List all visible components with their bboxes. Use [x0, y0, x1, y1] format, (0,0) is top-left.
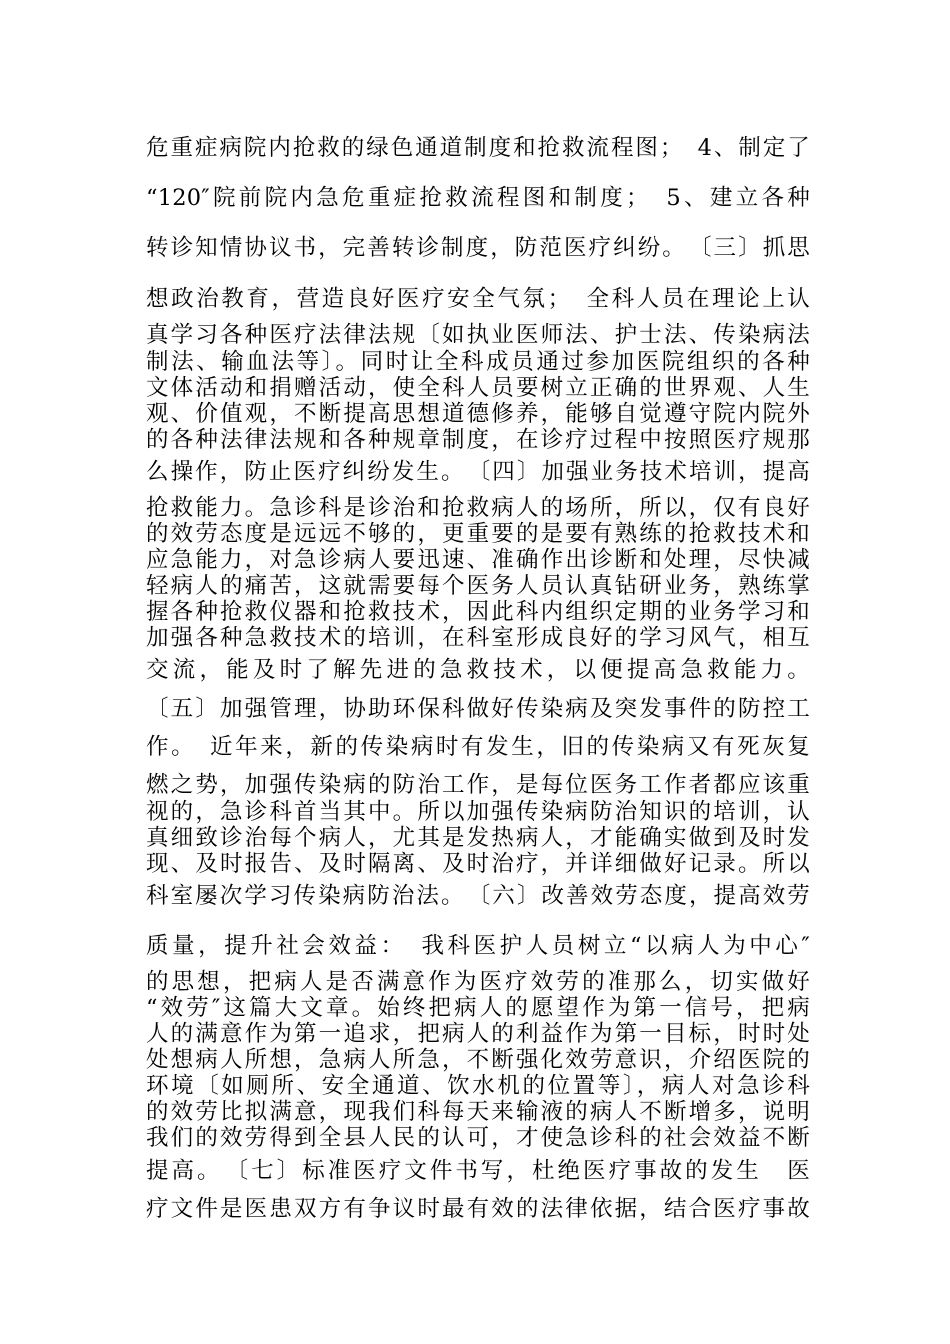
text-line: 想政治教育，营造良好医疗安全气氛； 全科人员在理论上认 — [146, 286, 810, 312]
text-line: 真细致诊治每个病人，尤其是发热病人，才能确实做到及时发 — [146, 825, 810, 851]
text-line: 我们的效劳得到全县人民的认可，才使急诊科的社会效益不断 — [146, 1125, 810, 1151]
text-line: 观、价值观，不断提高思想道德修养，能够自觉遵守院内院外 — [146, 401, 810, 427]
text-line: 交流，能及时了解先进的急救技术，以便提高急救能力。 — [146, 657, 810, 683]
text-line: “120″院前院内急危重症抢救流程图和制度； 5、建立各种 — [146, 185, 810, 211]
text-line: 应急能力，对急诊病人要迅速、准确作出诊断和处理，尽快减 — [146, 547, 810, 573]
text-line: 抢救能力。急诊科是诊治和抢救病人的场所，所以，仅有良好 — [146, 495, 810, 521]
text-line: 的效劳态度是远远不够的，更重要的是要有熟练的抢救技术和 — [146, 521, 810, 547]
text-line: 现、及时报告、及时隔离、及时治疗，并详细做好记录。所以 — [146, 851, 810, 877]
text-line: 危重症病院内抢救的绿色通道制度和抢救流程图； 4、制定了 — [146, 135, 810, 161]
text-line: 转诊知情协议书，完善转诊制度，防范医疗纠纷。 〔三〕抓思 — [146, 235, 810, 261]
text-line: 握各种抢救仪器和抢救技术，因此科内组织定期的业务学习和 — [146, 599, 810, 625]
text-line: 么操作，防止医疗纠纷发生。 〔四〕加强业务技术培训，提高 — [146, 459, 810, 485]
text-line: 〔五〕加强管理，协助环保科做好传染病及突发事件的防控工 — [146, 696, 810, 722]
text-line: 的效劳比拟满意，现我们科每天来输液的病人不断增多，说明 — [146, 1099, 810, 1125]
text-line: 加强各种急救技术的培训，在科室形成良好的学习风气，相互 — [146, 625, 810, 651]
text-line: “效劳″这篇大文章。始终把病人的愿望作为第一信号，把病 — [146, 995, 810, 1021]
text-line: 环境〔如厕所、安全通道、饮水机的位置等〕，病人对急诊科 — [146, 1073, 810, 1099]
text-line: 人的满意作为第一追求，把病人的利益作为第一目标，时时处 — [146, 1021, 810, 1047]
text-line: 提高。 〔七〕标准医疗文件书写，杜绝医疗事故的发生 医 — [146, 1158, 810, 1184]
text-line: 视的，急诊科首当其中。所以加强传染病防治知识的培训，认 — [146, 799, 810, 825]
text-line: 燃之势，加强传染病的防治工作，是每位医务工作者都应该重 — [146, 772, 810, 798]
text-line: 作。 近年来，新的传染病时有发生，旧的传染病又有死灰复 — [146, 734, 810, 760]
text-line: 的思想，把病人是否满意作为医疗效劳的准那么，切实做好 — [146, 969, 810, 995]
text-line: 处想病人所想，急病人所急，不断强化效劳意识，介绍医院的 — [146, 1047, 810, 1073]
text-line: 疗文件是医患双方有争议时最有效的法律依据，结合医疗事故 — [146, 1196, 810, 1222]
text-line: 制法、输血法等〕。同时让全科成员通过参加医院组织的各种 — [146, 349, 810, 375]
text-line: 文体活动和捐赠活动，使全科人员要树立正确的世界观、人生 — [146, 375, 810, 401]
text-line: 轻病人的痛苦，这就需要每个医务人员认真钻研业务，熟练掌 — [146, 573, 810, 599]
text-line: 科室屡次学习传染病防治法。 〔六〕改善效劳态度，提高效劳 — [146, 883, 810, 909]
text-line: 真学习各种医疗法律法规〔如执业医师法、护士法、传染病法 — [146, 322, 810, 348]
text-line: 的各种法律法规和各种规章制度，在诊疗过程中按照医疗规那 — [146, 427, 810, 453]
text-line: 质量，提升社会效益： 我科医护人员树立“以病人为中心″ — [146, 933, 810, 959]
